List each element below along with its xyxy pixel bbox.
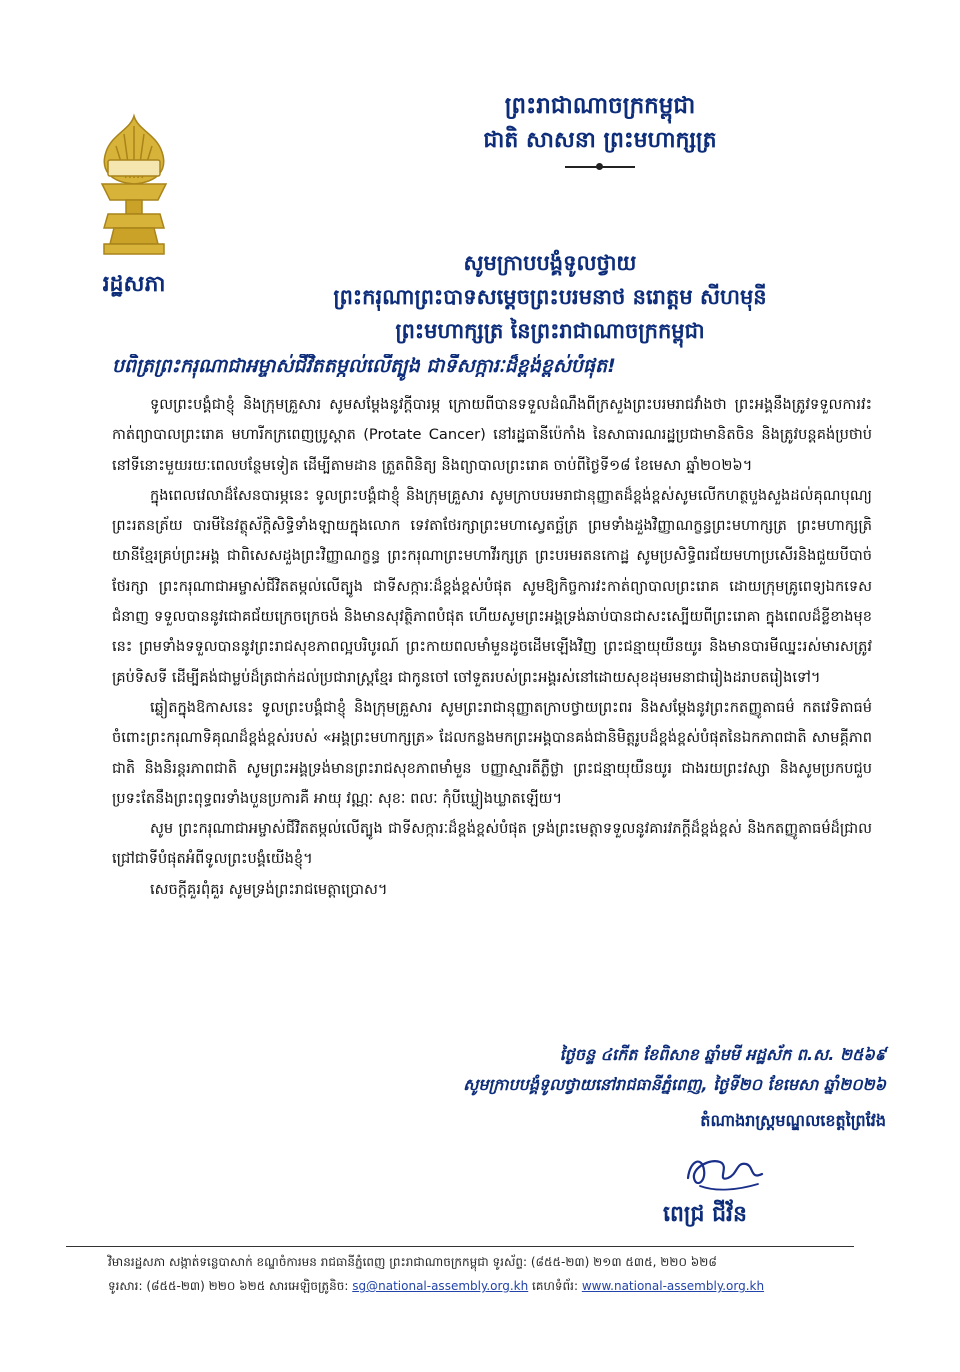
addressee-line-3: ព្រះមហាក្សត្រ នៃព្រះរាជាណាចក្រកម្ពុជា [395, 319, 705, 343]
date-block [300, 1040, 886, 1100]
sender-office: តំណាងរាស្ត្រមណ្ឌលខេត្តព្រៃវែង [700, 1111, 886, 1130]
footer-divider [66, 1246, 854, 1247]
addressee-line-2: ព្រះករុណាព្រះបាទសម្តេចព្រះបរមនាថ នរោត្តម សីហមុនី [333, 285, 767, 309]
kingdom-name: ព្រះរាជាណាចក្រកម្ពុជា [504, 93, 696, 119]
letter-body [112, 390, 872, 905]
addressee-block [200, 246, 900, 348]
national-motto: ជាតិ សាសនា ព្រះមហាក្សត្រ [483, 128, 717, 153]
paragraph-1: ទូលព្រះបង្គំជាខ្ញុំ និងក្រុមគ្រួសារ សូមសម្តែងនូវក្តីបារម្ភ ក្រោយពីបានទទួលដំណឹងពីក្រសួងព្រះបរមរាជវាំងថា ព្រះអង្គនឹងត្រូវទទួលការវះកាត់ព្យាបាលព្រះរោគ មហារីកក្រពេញប្រូស្តាត (Protate Cancer) នៅរដ្ឋធានីប៉េកាំង នៃសាធារណរដ្ឋប្រជាមានិតចិន និងត្រូវបន្តគង់ប្រថាប់នៅទីនោះមួយរយៈពេលបន្ថែមទៀត ដើម្បីតាមដាន ត្រួតពិនិត្យ និងព្យាបាលព្រះរោគ ចាប់ពីថ្ងៃទី១៨ ខែមេសា ឆ្នាំ២០២៦។ [112, 396, 872, 474]
addressee-line-1: សូមក្រាបបង្គំទូលថ្វាយ [463, 251, 637, 275]
footer [108, 1250, 868, 1298]
national-assembly-emblem [78, 112, 190, 262]
website-link[interactable]: www.national-assembly.org.kh [581, 1279, 765, 1293]
footer-address: វិមានរដ្ឋសភា សង្កាត់ទន្លេបាសាក់ ខណ្ឌចំការមន រាជធានីភ្នំពេញ ព្រះរាជាណាចក្រកម្ពុជា ទូរស័ព្ទ: (៨៥៥-២៣) ២១៣ ៥៣៥, ២២០ ៦២៨ [108, 1255, 717, 1269]
footer-contact [108, 1274, 868, 1298]
signer-name: ពេជ្រ ជីវ័ន [662, 1202, 748, 1227]
paragraph-5: សេចក្តីគួរពុំគួរ សូមទ្រង់ព្រះរាជមេត្តាប្រោស។ [150, 880, 388, 898]
ornament-divider [565, 166, 635, 168]
place-and-date: សូមក្រាបបង្គំទូលថ្វាយនៅរាជធានីភ្នំពេញ, ថ្ងៃទី២០ ខែមេសា ឆ្នាំ២០២៦ [463, 1075, 886, 1094]
paragraph-2: ក្នុងពេលវេលាដ៏សែនបារម្ភនេះ ទូលព្រះបង្គំជាខ្ញុំ និងក្រុមគ្រួសារ សូមក្រាបបរមរាជានុញ្ញាតដ៏ខ្ពង់ខ្ពស់សូមលើកហត្ថបួងសួងដល់គុណបុណ្យព្រះរតនត្រ័យ បារមីនៃវត្ថុស័ក្តិសិទ្ធិទាំងឡាយក្នុងលោក ទេវតាថែរក្សាព្រះមហាស្វេតច្ឆ័ត្រ ព្រមទាំងដួងវិញ្ញាណក្ខន្ធព្រះមហាក្សត្រ ព្រះមហាក្សត្រិយានីខ្មែរគ្រប់ព្រះអង្គ ជាពិសេសដួងព្រះវិញ្ញាណក្ខន្ធ ព្រះករុណាព្រះមហាវីរក្សត្រ ព្រះបរមរតនកោដ្ឋ សូមប្រសិទ្ធិពរជ័យមហាប្រសើរនិងជួយបីបាច់ថែរក្សា ព្រះករុណាជាអម្ចាស់ជីវិតតម្កល់លើត្បូង ជាទីសក្ការៈដ៏ខ្ពង់ខ្ពស់បំផុត សូមឱ្យកិច្ចការវះកាត់ព្យាបាលព្រះរោគ ដោយក្រុមគ្រូពេទ្យឯកទេសជំនាញ ទទួលបាននូវជោគជ័យក្រេចក្រេចង់ និងមានសុវត្ថិភាពបំផុត ហើយសូមព្រះអង្គទ្រង់ឆាប់បានជាសះស្បើយពីព្រះរោគា ក្នុងពេលដ៏ខ្លីខាងមុខនេះ ព្រមទាំងទទួលបាននូវព្រះរាជសុខភាពល្អបរិបូរណ៍ ព្រះកាយពលមាំមួនដូចដើមឡើងវិញ ព្រះជន្មាយុយឺនយូរ និងមានបារមីឈ្នះរស់មារសត្រូវគ្រប់ទិសទី ដើម្បីគង់ជាម្លប់ដ៏ត្រជាក់ដល់ប្រជារាស្ត្រខ្មែរ ជាកូនចៅ ចៅទួតរបស់ព្រះអង្គរស់នៅដោយសុខដុមរមនាជារៀងដរាបតរៀងទៅ។ [112, 486, 872, 686]
footer-fax: ទូរសារ: (៨៥៥-២៣) ២២០ ៦២៥ សារអេឡិចត្រូនិច: [108, 1279, 349, 1293]
signature [680, 1148, 770, 1196]
footer-web-label: គេហទំព័រ: [532, 1279, 578, 1293]
paragraph-3: ឆ្លៀតក្នុងឱកាសនេះ ទូលព្រះបង្គំជាខ្ញុំ និងក្រុមគ្រួសារ សូមព្រះរាជានុញ្ញាតក្រាបថ្វាយព្រះពរ និងសម្តែងនូវព្រះកតញ្ញូតាធម៌ កតវេទិតាធម៌ ចំពោះព្រះករុណាទិគុណដ៏ខ្ពង់ខ្ពស់របស់ «អង្គព្រះមហាក្សត្រ» ដែលកន្លងមកព្រះអង្គបានគង់ជានិមិត្តរូបដ៏ខ្ពង់ខ្ពស់បំផុតនៃឯកភាពជាតិ សាមគ្គីភាពជាតិ និងនិរន្តរភាពជាតិ សូមព្រះអង្គទ្រង់មានព្រះរាជសុខភាពមាំមួន បញ្ញាស្មារតីភ្លឺថ្លា ព្រះជន្មាយុយឺនយូរ ជាងរយព្រះវស្សា និងសូមប្រកបជួបប្រទះតែនឹងព្រះពុទ្ធពរទាំងបួនប្រការគឺ អាយុ វណ្ណៈ សុខៈ ពលៈ កុំបីឃ្លៀងឃ្លាតឡើយ។ [112, 698, 872, 807]
kingdom-heading [300, 88, 900, 168]
signature-icon [680, 1148, 770, 1196]
institution-label: រដ្ឋសភា [102, 272, 166, 297]
email-link[interactable]: sg@national-assembly.org.kh [352, 1279, 529, 1293]
emblem-icon [78, 112, 190, 262]
paragraph-4: សូម ព្រះករុណាជាអម្ចាស់ជីវិតតម្កល់លើត្បូង ជាទីសក្ការៈដ៏ខ្ពង់ខ្ពស់បំផុត ទ្រង់ព្រះមេត្តាទទួលនូវគារវភក្តីដ៏ខ្ពង់ខ្ពស់ និងកតញ្ញូតាធម៌ដ៏ជ្រាលជ្រៅជាទីបំផុតអំពីទូលព្រះបង្គំយើងខ្ញុំ។ [112, 820, 872, 868]
lunar-date: ថ្ងៃចន្ទ ៤កើត ខែពិសាខ ឆ្នាំមមី អដ្ឋស័ក ព.ស. ២៥៦៩ [559, 1045, 886, 1064]
salutation-headline: បពិត្រព្រះករុណាជាអម្ចាស់ជីវិតតម្កល់លើត្បូង ជាទីសក្ការៈដ៏ខ្ពង់ខ្ពស់បំផុត! [112, 355, 616, 377]
